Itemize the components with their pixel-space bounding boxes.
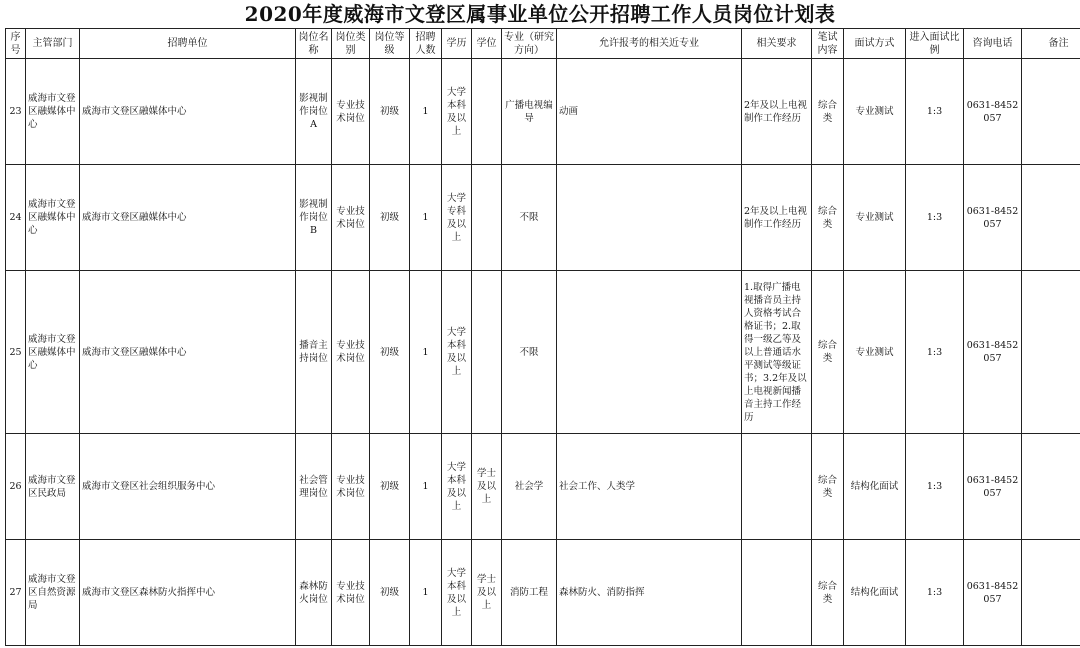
cell-note xyxy=(1022,165,1080,271)
cell-post-name: 影视制作岗位A xyxy=(296,59,332,165)
table-row xyxy=(6,59,1080,165)
cell-post-type: 专业技术岗位 xyxy=(332,271,370,434)
cell-post-level: 初级 xyxy=(370,271,410,434)
header-major: 专业（研究方向） xyxy=(502,29,557,59)
header-ratio: 进入面试比例 xyxy=(906,29,964,59)
cell-note xyxy=(1022,434,1080,540)
page-title: 2020年度威海市文登区属事业单位公开招聘工作人员岗位计划表 xyxy=(244,2,836,26)
cell-post-name: 社会管理岗位 xyxy=(296,434,332,540)
recruitment-table xyxy=(5,28,1080,646)
cell-post-type: 专业技术岗位 xyxy=(332,59,370,165)
cell-dept: 威海市文登区民政局 xyxy=(26,434,80,540)
cell-education: 大学专科及以上 xyxy=(442,165,472,271)
cell-interview: 专业测试 xyxy=(844,59,906,165)
cell-seq: 24 xyxy=(6,165,26,271)
cell-seq: 25 xyxy=(6,271,26,434)
cell-post-name: 影视制作岗位B xyxy=(296,165,332,271)
cell-education: 大学本科及以上 xyxy=(442,271,472,434)
cell-count: 1 xyxy=(410,434,442,540)
header-note: 备注 xyxy=(1022,29,1080,59)
cell-major: 消防工程 xyxy=(502,540,557,646)
table-row xyxy=(6,271,1080,434)
cell-dept: 威海市文登区融媒体中心 xyxy=(26,59,80,165)
cell-dept: 威海市文登区融媒体中心 xyxy=(26,165,80,271)
cell-requirements xyxy=(742,434,812,540)
cell-phone: 0631-8452057 xyxy=(964,165,1022,271)
header-education: 学历 xyxy=(442,29,472,59)
header-related: 允许报考的相关近专业 xyxy=(557,29,742,59)
cell-unit: 威海市文登区融媒体中心 xyxy=(80,271,296,434)
cell-count: 1 xyxy=(410,540,442,646)
header-dept: 主管部门 xyxy=(26,29,80,59)
cell-education: 大学本科及以上 xyxy=(442,59,472,165)
table-row xyxy=(6,434,1080,540)
cell-seq: 27 xyxy=(6,540,26,646)
cell-unit: 威海市文登区融媒体中心 xyxy=(80,59,296,165)
cell-ratio: 1:3 xyxy=(906,165,964,271)
cell-requirements: 2年及以上电视制作工作经历 xyxy=(742,165,812,271)
cell-post-name: 森林防火岗位 xyxy=(296,540,332,646)
cell-interview: 专业测试 xyxy=(844,271,906,434)
cell-unit: 威海市文登区社会组织服务中心 xyxy=(80,434,296,540)
cell-phone: 0631-8452057 xyxy=(964,59,1022,165)
header-row xyxy=(6,29,1080,59)
cell-related: 社会工作、人类学 xyxy=(557,434,742,540)
header-count: 招聘人数 xyxy=(410,29,442,59)
cell-exam: 综合类 xyxy=(812,540,844,646)
cell-seq: 26 xyxy=(6,434,26,540)
cell-degree: 学士及以上 xyxy=(472,540,502,646)
cell-post-type: 专业技术岗位 xyxy=(332,165,370,271)
cell-phone: 0631-8452057 xyxy=(964,540,1022,646)
header-post-level: 岗位等级 xyxy=(370,29,410,59)
header-post-name: 岗位名称 xyxy=(296,29,332,59)
cell-interview: 专业测试 xyxy=(844,165,906,271)
cell-exam: 综合类 xyxy=(812,271,844,434)
cell-degree xyxy=(472,59,502,165)
cell-post-level: 初级 xyxy=(370,165,410,271)
cell-exam: 综合类 xyxy=(812,434,844,540)
cell-interview: 结构化面试 xyxy=(844,540,906,646)
cell-post-level: 初级 xyxy=(370,59,410,165)
cell-note xyxy=(1022,271,1080,434)
cell-interview: 结构化面试 xyxy=(844,434,906,540)
cell-ratio: 1:3 xyxy=(906,59,964,165)
cell-count: 1 xyxy=(410,165,442,271)
cell-exam: 综合类 xyxy=(812,165,844,271)
cell-requirements: 2年及以上电视制作工作经历 xyxy=(742,59,812,165)
cell-phone: 0631-8452057 xyxy=(964,271,1022,434)
cell-degree: 学士及以上 xyxy=(472,434,502,540)
cell-unit: 威海市文登区森林防火指挥中心 xyxy=(80,540,296,646)
header-seq: 序号 xyxy=(6,29,26,59)
cell-post-name: 播音主持岗位 xyxy=(296,271,332,434)
cell-related xyxy=(557,271,742,434)
cell-count: 1 xyxy=(410,271,442,434)
header-phone: 咨询电话 xyxy=(964,29,1022,59)
table-row xyxy=(6,165,1080,271)
cell-post-level: 初级 xyxy=(370,540,410,646)
cell-dept: 威海市文登区融媒体中心 xyxy=(26,271,80,434)
cell-note xyxy=(1022,540,1080,646)
cell-count: 1 xyxy=(410,59,442,165)
header-degree: 学位 xyxy=(472,29,502,59)
cell-education: 大学本科及以上 xyxy=(442,434,472,540)
cell-unit: 威海市文登区融媒体中心 xyxy=(80,165,296,271)
cell-major: 广播电视编导 xyxy=(502,59,557,165)
header-post-type: 岗位类别 xyxy=(332,29,370,59)
header-requirements: 相关要求 xyxy=(742,29,812,59)
cell-degree xyxy=(472,165,502,271)
cell-related: 动画 xyxy=(557,59,742,165)
cell-seq: 23 xyxy=(6,59,26,165)
cell-dept: 威海市文登区自然资源局 xyxy=(26,540,80,646)
cell-ratio: 1:3 xyxy=(906,540,964,646)
cell-requirements: 1.取得广播电视播音员主持人资格考试合格证书；2.取得一级乙等及以上普通话水平测试等级证书；3.2年及以上电视新闻播音主持工作经历 xyxy=(742,271,812,434)
cell-related: 森林防火、消防指挥 xyxy=(557,540,742,646)
cell-major: 不限 xyxy=(502,165,557,271)
header-unit: 招聘单位 xyxy=(80,29,296,59)
cell-related xyxy=(557,165,742,271)
cell-post-level: 初级 xyxy=(370,434,410,540)
cell-education: 大学本科及以上 xyxy=(442,540,472,646)
cell-ratio: 1:3 xyxy=(906,271,964,434)
cell-exam: 综合类 xyxy=(812,59,844,165)
cell-ratio: 1:3 xyxy=(906,434,964,540)
header-interview: 面试方式 xyxy=(844,29,906,59)
cell-major: 不限 xyxy=(502,271,557,434)
cell-post-type: 专业技术岗位 xyxy=(332,434,370,540)
cell-note xyxy=(1022,59,1080,165)
cell-major: 社会学 xyxy=(502,434,557,540)
header-exam: 笔试内容 xyxy=(812,29,844,59)
cell-degree xyxy=(472,271,502,434)
cell-phone: 0631-8452057 xyxy=(964,434,1022,540)
table-row xyxy=(6,540,1080,646)
cell-requirements xyxy=(742,540,812,646)
cell-post-type: 专业技术岗位 xyxy=(332,540,370,646)
